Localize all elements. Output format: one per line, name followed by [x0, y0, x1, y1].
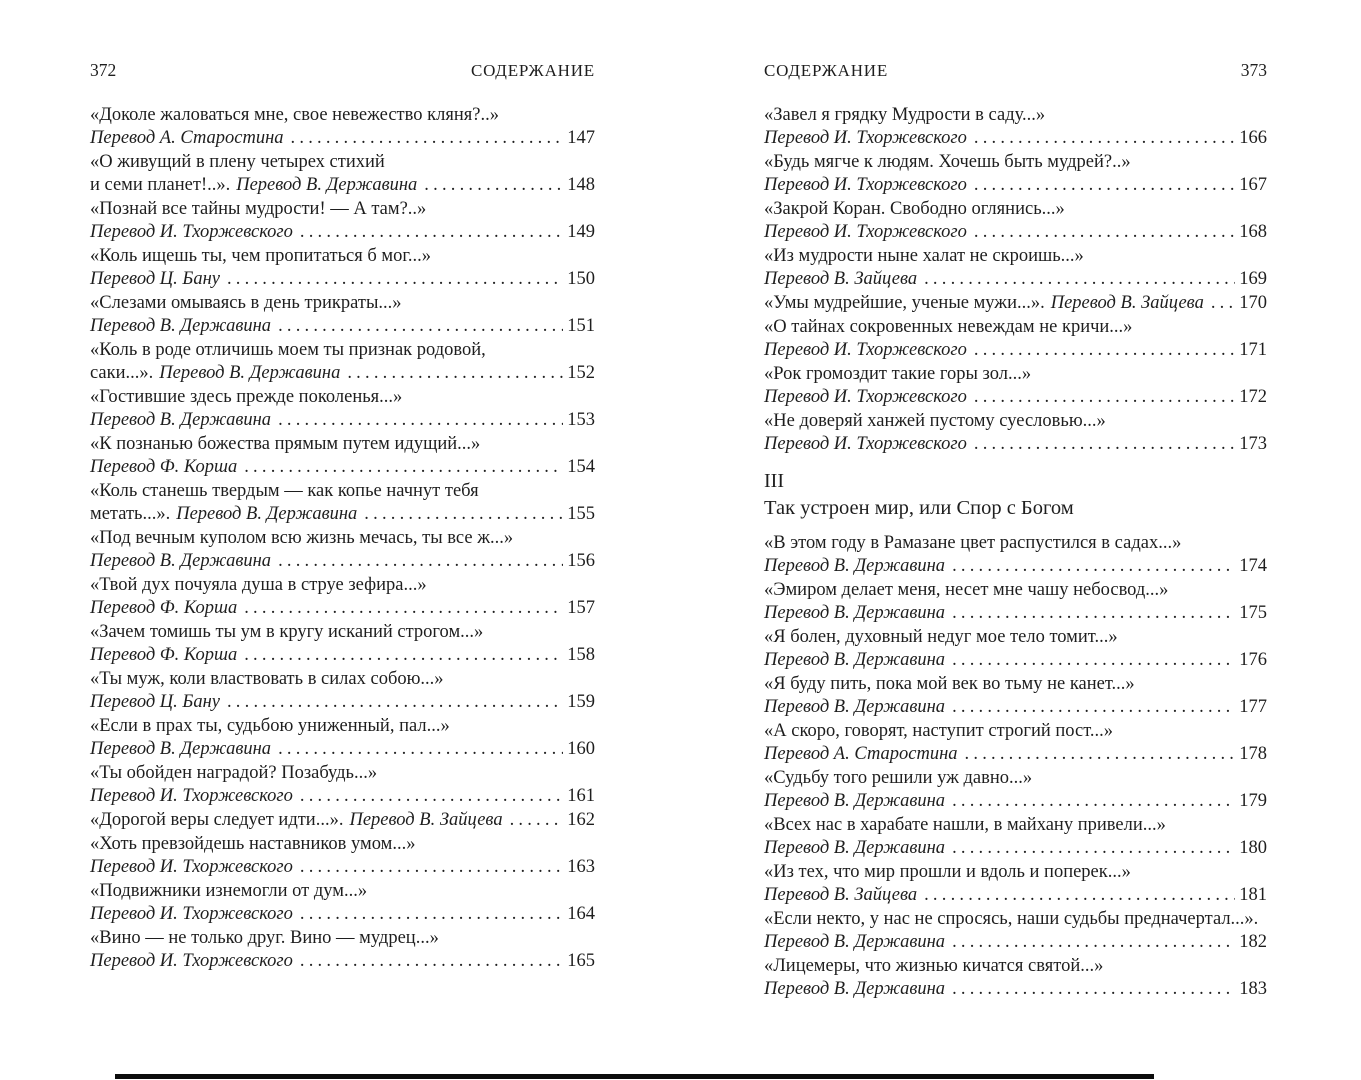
- dot-leader: [510, 809, 564, 832]
- entry-translator: Перевод И. Тхоржевского: [764, 340, 967, 360]
- entry-reference-line: [90, 127, 595, 150]
- entry-title-line: «Если в прах ты, судьбою униженный, пал...»: [90, 716, 450, 736]
- entry-title-line: «Не доверяй ханжей пустому суесловью...»: [764, 410, 1106, 431]
- entry-title-inline: метать...».: [90, 504, 171, 525]
- dot-leader: [244, 456, 563, 479]
- entry-page-number: 175: [1239, 603, 1267, 624]
- toc-entries-right: [764, 104, 1267, 1002]
- entry-reference-line: [764, 649, 1267, 672]
- dot-leader: [347, 362, 563, 385]
- entry-title-line: «Из тех, что мир прошли и вдоль и поперек...»: [764, 862, 1131, 883]
- entry-reference-line: [764, 292, 1267, 315]
- entry-translator: Перевод А. Старостина: [764, 744, 958, 765]
- dot-leader: [227, 691, 563, 714]
- entry-reference-line: [90, 456, 595, 479]
- toc-entry: [764, 532, 1267, 578]
- toc-entry: [90, 715, 595, 761]
- entry-translator: Перевод Ф. Корша: [90, 598, 238, 619]
- entry-page-number: 156: [567, 551, 595, 572]
- toc-entry: [764, 955, 1267, 1001]
- entry-title-line: «Зачем томишь ты ум в кругу исканий строгом...»: [90, 622, 484, 642]
- dot-leader: [974, 386, 1235, 409]
- section-heading: [764, 469, 1267, 522]
- entry-reference-line: [90, 550, 595, 573]
- dot-leader: [1211, 292, 1235, 315]
- entry-reference-line: [764, 837, 1267, 860]
- entry-page-number: 181: [1239, 885, 1267, 906]
- entry-page-number: 179: [1239, 791, 1267, 812]
- entry-page-number: 173: [1239, 434, 1267, 454]
- entry-reference-line: [90, 856, 595, 879]
- dot-leader: [278, 550, 563, 573]
- running-head-left: СОДЕРЖАНИЕ: [470, 61, 595, 80]
- entry-reference-line: [90, 691, 595, 714]
- entry-page-number: 155: [567, 504, 595, 525]
- entry-translator: Перевод И. Тхоржевского: [90, 904, 293, 924]
- entry-page-number: 159: [567, 692, 595, 713]
- entry-title-line: «Из мудрости ныне халат не скроишь...»: [764, 246, 1084, 266]
- entry-reference-line: [764, 931, 1267, 954]
- entry-title-line: «Ты обойден наградой? Позабудь...»: [90, 763, 378, 783]
- entry-page-number: 162: [567, 810, 595, 830]
- page-right: [764, 60, 1267, 1002]
- entry-title-line: «Судьбу того решили уж давно...»: [764, 768, 1033, 789]
- toc-entry: [764, 814, 1267, 860]
- entry-title-line: «Эмиром делает меня, несет мне чашу небосвод...»: [764, 580, 1169, 601]
- toc-entry: [90, 809, 595, 832]
- dot-leader: [924, 268, 1235, 291]
- entry-title-inline: саки...».: [90, 363, 154, 384]
- dot-leader: [300, 903, 563, 926]
- toc-entry: [764, 626, 1267, 672]
- entry-translator: Перевод В. Державина: [176, 504, 358, 525]
- entry-reference-line: [90, 950, 595, 973]
- entry-translator: Перевод В. Державина: [764, 603, 946, 624]
- dot-leader: [244, 597, 563, 620]
- entry-reference-line: [90, 362, 595, 385]
- entry-title-line: «Коль станешь твердым — как копье начнут тебя: [90, 481, 479, 501]
- entry-reference-line: [90, 785, 595, 808]
- entry-reference-line: [90, 809, 595, 832]
- entry-translator: Перевод И. Тхоржевского: [764, 434, 967, 454]
- entry-title-line: «Гостившие здесь прежде поколенья...»: [90, 387, 403, 407]
- dot-leader: [424, 174, 563, 197]
- entry-page-number: 163: [567, 857, 595, 877]
- entry-page-number: 174: [1239, 556, 1267, 577]
- entry-reference-line: [764, 174, 1267, 197]
- toc-entry: [90, 762, 595, 808]
- entry-translator: Перевод В. Державина: [764, 697, 946, 718]
- dot-leader: [965, 743, 1236, 766]
- entry-title-line: «Познай все тайны мудрости! — А там?..»: [90, 199, 427, 219]
- entry-page-number: 172: [1239, 387, 1267, 407]
- entry-title-line: «Будь мягче к людям. Хочешь быть мудрей?..»: [764, 152, 1131, 172]
- entry-reference-line: [90, 221, 595, 244]
- entry-reference-line: [90, 315, 595, 338]
- entry-reference-line: [764, 555, 1267, 578]
- entry-translator: Перевод А. Старостина: [90, 128, 284, 149]
- entry-translator: Перевод В. Державина: [236, 175, 418, 196]
- dot-leader: [952, 790, 1235, 813]
- section-title: Так устроен мир, или Спор с Богом: [764, 497, 1074, 520]
- dot-leader: [952, 555, 1235, 578]
- entry-title-line: «А скоро, говорят, наступит строгий пост...»: [764, 721, 1114, 742]
- toc-entry: [90, 433, 595, 479]
- toc-entry: [764, 363, 1267, 409]
- dot-leader: [952, 649, 1235, 672]
- entry-title-line: «Закрой Коран. Свободно оглянись...»: [764, 199, 1065, 219]
- entry-translator: Перевод В. Зайцева: [1050, 293, 1204, 313]
- toc-entry: [90, 339, 595, 385]
- dot-leader: [952, 931, 1235, 954]
- entry-title-inline: «Дорогой веры следует идти...».: [90, 810, 344, 830]
- entry-reference-line: [764, 386, 1267, 409]
- entry-title-line: «Доколе жаловаться мне, свое невежество кляня?..»: [90, 105, 499, 125]
- toc-entry: [90, 574, 595, 620]
- entry-page-number: 157: [567, 598, 595, 619]
- dot-leader: [952, 696, 1235, 719]
- dot-leader: [300, 856, 563, 879]
- entry-page-number: 183: [1239, 979, 1267, 1000]
- entry-title-line: «Завел я грядку Мудрости в саду...»: [764, 105, 1046, 125]
- entry-page-number: 151: [567, 316, 595, 337]
- entry-title-line: «Рок громоздит такие горы зол...»: [764, 363, 1032, 384]
- scan-bottom-edge: [115, 1074, 1154, 1079]
- entry-translator: Перевод В. Державина: [764, 979, 946, 1000]
- entry-title-line: «Вино — не только друг. Вино — мудрец...»: [90, 927, 439, 948]
- entry-reference-line: [764, 790, 1267, 813]
- entry-reference-line: [764, 743, 1267, 766]
- dot-leader: [300, 221, 563, 244]
- dot-leader: [278, 315, 563, 338]
- entry-title-line: «Твой дух почуяла душа в струе зефира...»: [90, 575, 427, 595]
- dot-leader: [244, 644, 563, 667]
- dot-leader: [974, 127, 1235, 150]
- entry-translator: Перевод И. Тхоржевского: [90, 951, 293, 971]
- entry-title-line: «К познанью божества прямым путем идущий...»: [90, 434, 481, 454]
- entry-page-number: 158: [567, 645, 595, 666]
- entry-title-line: «О живущий в плену четырех стихий: [90, 152, 385, 172]
- entry-title-inline: «Умы мудрейшие, ученые мужи...».: [764, 293, 1045, 313]
- toc-entry: [90, 104, 595, 150]
- entry-translator: Перевод И. Тхоржевского: [764, 128, 967, 149]
- dot-leader: [278, 409, 563, 432]
- entry-reference-line: [90, 738, 595, 761]
- toc-entry: [90, 480, 595, 526]
- entry-reference-line: [764, 339, 1267, 362]
- toc-entry: [764, 673, 1267, 719]
- entry-title-line: «О тайнах сокровенных невеждам не кричи...»: [764, 316, 1133, 337]
- entry-title-line: «Я болен, духовный недуг мое тело томит...»: [764, 627, 1118, 648]
- section-number: III: [764, 470, 784, 493]
- entry-translator: Перевод В. Зайцева: [764, 269, 918, 290]
- entry-page-number: 160: [567, 739, 595, 760]
- page-header-left: [90, 60, 595, 81]
- toc-entry: [764, 292, 1267, 315]
- entry-reference-line: [764, 127, 1267, 150]
- entry-reference-line: [764, 696, 1267, 719]
- page-number-left: 372: [90, 60, 117, 80]
- entry-reference-line: [764, 268, 1267, 291]
- entry-page-number: 169: [1239, 269, 1267, 290]
- entry-translator: Перевод Ф. Корша: [90, 645, 238, 666]
- entry-page-number: 168: [1239, 222, 1267, 243]
- entry-translator: Перевод И. Тхоржевского: [764, 387, 967, 407]
- toc-entry: [90, 198, 595, 244]
- entry-page-number: 153: [567, 410, 595, 431]
- entry-translator: Перевод Ц. Бану: [90, 692, 220, 713]
- entry-page-number: 166: [1239, 128, 1267, 149]
- entry-page-number: 167: [1239, 175, 1267, 196]
- entry-title-line: «Под вечным куполом всю жизнь мечась, ты все ж...»: [90, 528, 514, 548]
- entry-page-number: 182: [1239, 932, 1267, 953]
- entry-reference-line: [764, 221, 1267, 244]
- toc-entry: [90, 880, 595, 926]
- entry-reference-line: [764, 602, 1267, 625]
- entry-page-number: 165: [567, 951, 595, 971]
- dot-leader: [974, 221, 1235, 244]
- dot-leader: [291, 127, 564, 150]
- dot-leader: [952, 978, 1235, 1001]
- toc-entry: [764, 198, 1267, 244]
- entry-reference-line: [90, 903, 595, 926]
- toc-entry: [764, 908, 1267, 954]
- running-head-right: СОДЕРЖАНИЕ: [764, 61, 889, 80]
- dot-leader: [974, 174, 1235, 197]
- entry-translator: Перевод В. Державина: [90, 739, 272, 760]
- entry-page-number: 161: [567, 786, 595, 807]
- entry-reference-line: [90, 503, 595, 526]
- entry-translator: Перевод В. Державина: [90, 551, 272, 572]
- entry-page-number: 154: [567, 457, 595, 478]
- entry-translator: Перевод И. Тхоржевского: [90, 857, 293, 877]
- toc-entry: [90, 668, 595, 714]
- entry-page-number: 150: [567, 269, 595, 290]
- dot-leader: [952, 602, 1235, 625]
- toc-entry: [90, 621, 595, 667]
- entry-title-line: «Коль в роде отличишь моем ты признак родовой,: [90, 340, 486, 360]
- entry-reference-line: [764, 433, 1267, 456]
- toc-entry: [90, 927, 595, 973]
- toc-entry: [90, 386, 595, 432]
- entry-page-number: 149: [567, 222, 595, 243]
- entry-translator: Перевод И. Тхоржевского: [90, 222, 293, 243]
- entry-page-number: 147: [567, 128, 595, 149]
- entry-translator: Перевод И. Тхоржевского: [764, 175, 967, 196]
- entry-reference-line: [764, 884, 1267, 907]
- toc-entry: [764, 104, 1267, 150]
- toc-entry: [90, 527, 595, 573]
- entry-translator: Перевод Ц. Бану: [90, 269, 220, 290]
- entry-translator: Перевод В. Зайцева: [349, 810, 503, 830]
- entry-reference-line: [90, 597, 595, 620]
- toc-entry: [764, 245, 1267, 291]
- entry-page-number: 148: [567, 175, 595, 196]
- entry-translator: Перевод В. Державина: [90, 316, 272, 337]
- toc-entry: [90, 292, 595, 338]
- entry-translator: Перевод В. Державина: [159, 363, 341, 384]
- toc-entries-left: [90, 104, 595, 973]
- dot-leader: [300, 785, 563, 808]
- entry-title-inline: и семи планет!..».: [90, 175, 231, 196]
- entry-title-line: «Подвижники изнемогли от дум...»: [90, 880, 368, 901]
- entry-reference-line: [90, 268, 595, 291]
- dot-leader: [278, 738, 563, 761]
- entry-translator: Перевод И. Тхоржевского: [764, 222, 967, 243]
- entry-reference-line: [90, 644, 595, 667]
- entry-page-number: 170: [1239, 293, 1267, 313]
- page-number-right: 373: [1240, 60, 1267, 80]
- entry-title-line: «В этом году в Рамазане цвет распустился в садах...»: [764, 533, 1182, 554]
- toc-entry: [764, 410, 1267, 456]
- page-header-right: [764, 60, 1267, 81]
- dot-leader: [924, 884, 1235, 907]
- toc-entry: [764, 720, 1267, 766]
- entry-translator: Перевод В. Державина: [764, 791, 946, 812]
- entry-translator: Перевод В. Державина: [764, 932, 946, 953]
- entry-translator: Перевод В. Державина: [764, 838, 946, 859]
- entry-title-line: «Коль ищешь ты, чем пропитаться б мог...»: [90, 246, 431, 266]
- entry-page-number: 152: [567, 363, 595, 384]
- entry-page-number: 176: [1239, 650, 1267, 671]
- entry-title-line: «Лицемеры, что жизнью кичатся святой...»: [764, 956, 1104, 977]
- toc-entry: [764, 151, 1267, 197]
- entry-reference-line: [90, 409, 595, 432]
- entry-title-line: «Ты муж, коли властвовать в силах собою...»: [90, 669, 444, 689]
- entry-translator: Перевод Ф. Корша: [90, 457, 238, 478]
- entry-reference-line: [764, 978, 1267, 1001]
- entry-translator: Перевод В. Державина: [764, 650, 946, 671]
- page-left: [90, 60, 595, 974]
- entry-page-number: 164: [567, 904, 595, 924]
- entry-page-number: 177: [1239, 697, 1267, 718]
- toc-entry: [90, 151, 595, 197]
- entry-page-number: 178: [1239, 744, 1267, 765]
- toc-entry: [764, 767, 1267, 813]
- dot-leader: [974, 339, 1235, 362]
- entry-translator: Перевод В. Зайцева: [764, 885, 918, 906]
- toc-entry: [90, 245, 595, 291]
- entry-translator: Перевод В. Державина: [90, 410, 272, 431]
- toc-entry: [90, 833, 595, 879]
- dot-leader: [227, 268, 563, 291]
- entry-translator: Перевод В. Державина: [764, 556, 946, 577]
- toc-entry: [764, 861, 1267, 907]
- dot-leader: [974, 433, 1235, 456]
- entry-reference-line: [90, 174, 595, 197]
- entry-title-line: «Всех нас в харабате нашли, в майхану привели...»: [764, 815, 1166, 836]
- entry-title-line: «Слезами омываясь в день трикраты...»: [90, 293, 402, 313]
- dot-leader: [300, 950, 563, 973]
- entry-title-line: «Хоть превзойдешь наставников умом...»: [90, 833, 416, 854]
- entry-title-line: «Если некто, у нас не спросясь, наши судьбы предначертал...».: [764, 909, 1259, 930]
- entry-page-number: 171: [1239, 340, 1267, 360]
- entry-translator: Перевод И. Тхоржевского: [90, 786, 293, 807]
- toc-entry: [764, 316, 1267, 362]
- toc-entry: [764, 579, 1267, 625]
- entry-title-line: «Я буду пить, пока мой век во тьму не канет...»: [764, 674, 1135, 695]
- dot-leader: [952, 837, 1235, 860]
- dot-leader: [364, 503, 563, 526]
- entry-page-number: 180: [1239, 838, 1267, 859]
